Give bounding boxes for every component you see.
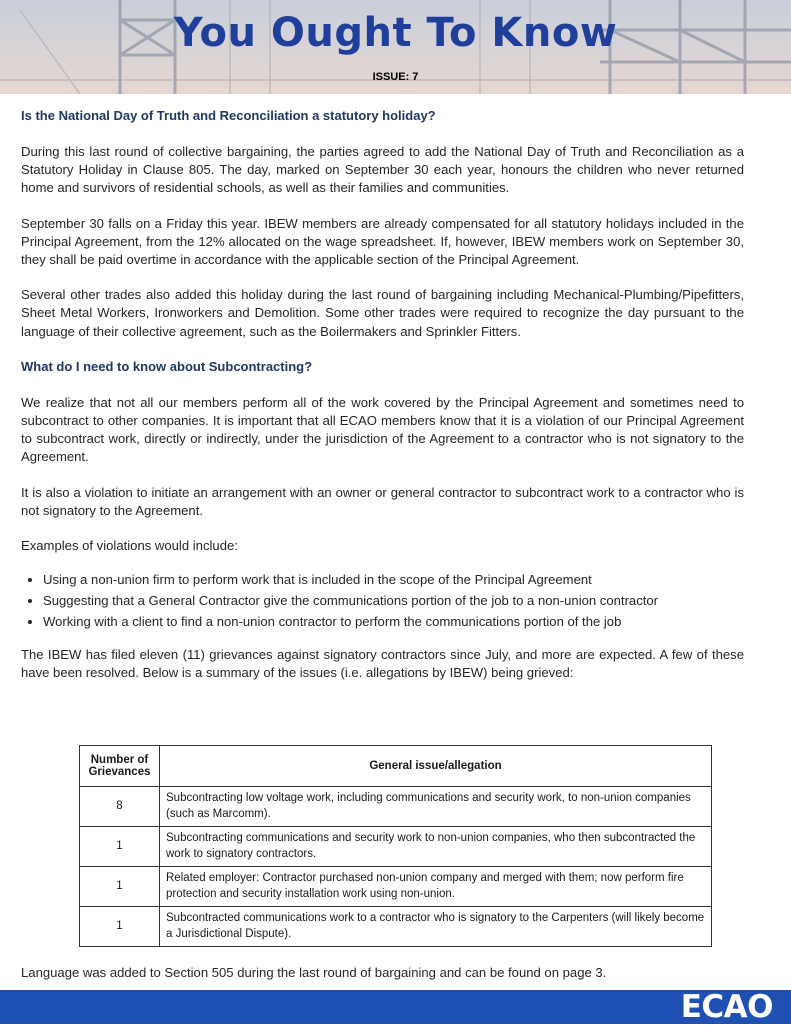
table-row [80, 827, 712, 867]
section2-heading: What do I need to know about Subcontracting? [21, 358, 313, 374]
section2-paragraph: We realize that not all our members perform all of the work covered by the Principal Agreement and sometimes need to subcontract to other companies. It is important that all ECAO members know that it is a violation of our Principal Agreement to subcontract work, directly or indirectly, under the jurisdiction of the Agreement to a contractor who is not signatory to the Agreement. [21, 394, 744, 465]
issue-number: ISSUE: 7 [372, 71, 419, 83]
violations-list [21, 569, 744, 632]
table-row [80, 907, 712, 947]
section1-paragraph: Several other trades also added this holiday during the last round of bargaining including Mechanical-Plumbing/Pipefitters, Sheet Metal Workers, Ironworkers and Demolition. Some other trades were required to recognize the day pursuant to the language of their collective agreement, such as the Boilermakers and Sprinkler Fitters. [21, 287, 744, 339]
grievance-summary: The IBEW has filed eleven (11) grievances against signatory contractors since July, and more are expected. A few of these have been resolved. Below is a summary of the issues (i.e. allegations by IBEW) being grieved: [21, 647, 744, 681]
footer-bar [0, 990, 791, 1024]
grievance-issue: Subcontracting communications and security work to non-union companies, who then subcontracted the work to signatory contractors. [160, 827, 712, 867]
section1-paragraph: September 30 falls on a Friday this year. IBEW members are already compensated for all statutory holidays included in the Principal Agreement, from the 12% allocated on the wage spreadsheet. If, however, IBEW members work on September 30, they shall be paid overtime in accordance with the applicable section of the Principal Agreement. [21, 215, 744, 268]
table-row [80, 867, 712, 907]
list-item: • Suggesting that a General Contractor give the communications portion of the job to a non-union contractor [43, 590, 744, 611]
ecao-logo: ECAO [680, 989, 773, 1025]
list-item: • Using a non-union firm to perform work that is included in the scope of the Principal Agreement [43, 569, 744, 590]
header-banner [0, 0, 791, 94]
column-header-count: Number of Grievances [80, 746, 160, 787]
section2-paragraph: It is also a violation to initiate an arrangement with an owner or general contractor to subcontract work to a contractor who is not signatory to the Agreement. [21, 484, 744, 518]
section-505-note: Language was added to Section 505 during the last round of bargaining and can be found on page 3. [21, 965, 607, 980]
table-header-row [80, 746, 712, 787]
grievance-count: 1 [80, 907, 160, 947]
grievance-issue: Subcontracted communications work to a contractor who is signatory to the Carpenters (will likely become a Jurisdictional Dispute). [160, 907, 712, 947]
grievance-issue: Related employer: Contractor purchased non-union company and merged with them; now perform fire protection and security installation work using non-union. [160, 867, 712, 907]
list-item: • Working with a client to find a non-union contractor to perform the communications portion of the job [43, 611, 744, 632]
section1-heading: Is the National Day of Truth and Reconciliation a statutory holiday? [21, 108, 436, 123]
section2-paragraph: Examples of violations would include: [21, 538, 238, 554]
grievance-issue: Subcontracting low voltage work, including communications and security work, to non-union companies (such as Marcomm). [160, 787, 712, 827]
main-content [21, 108, 744, 683]
column-header-issue: General issue/allegation [160, 746, 712, 787]
grievance-count: 8 [80, 787, 160, 827]
grievance-count: 1 [80, 867, 160, 907]
page-title: You Ought To Know [173, 10, 618, 56]
grievance-count: 1 [80, 827, 160, 867]
grievances-table [79, 745, 712, 947]
table-row [80, 787, 712, 827]
section1-paragraph: During this last round of collective bargaining, the parties agreed to add the National Day of Truth and Reconciliation as a Statutory Holiday in Clause 805. The day, marked on September 30 each year, honours the children who never returned home and survivors of residential schools, as well as their families and communities. [21, 144, 744, 196]
